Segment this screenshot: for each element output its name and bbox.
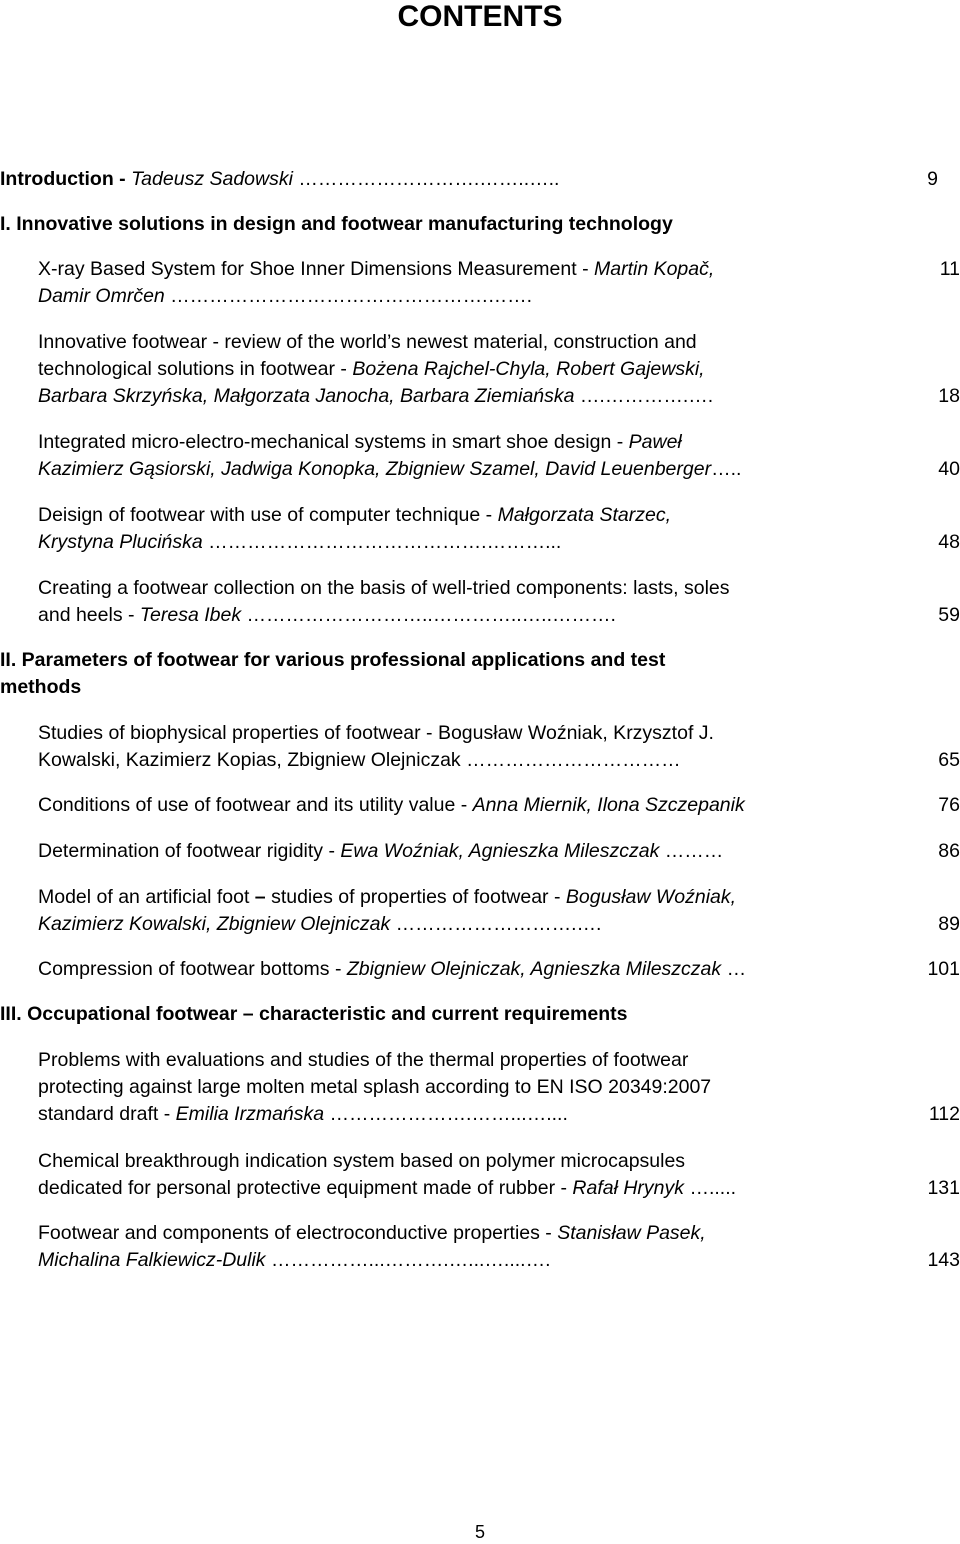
entry-title: Kowalski, Kazimierz Kopias, Zbigniew Olejniczak xyxy=(38,749,461,771)
page-number: 5 xyxy=(474,1522,485,1542)
entry-authors: Damir Omrčen xyxy=(38,285,165,307)
entry-leader: ….………….…. xyxy=(574,385,714,407)
entry-title: protecting against large molten metal splash according to EN ISO 20349:2007 xyxy=(38,1076,712,1098)
toc-intro-page: 9 xyxy=(927,168,938,190)
entry-authors: Anna Miernik, Ilona Szczepanik xyxy=(472,794,745,816)
section-heading-line: characteristic and current requirements xyxy=(258,1003,628,1025)
entry-title: Model of an artificial foot xyxy=(38,886,255,908)
entry-title: X-ray Based System for Shoe Inner Dimensions Measurement - xyxy=(38,258,594,280)
toc-entry xyxy=(38,956,918,983)
entry-leader: ……………...……….…...…....…. xyxy=(265,1249,551,1271)
entry-title: Conditions of use of footwear and its utility value - xyxy=(38,794,473,816)
toc-entry-page: 143 xyxy=(927,1249,960,1271)
toc-entry-page: 76 xyxy=(938,794,960,816)
entry-authors: Emilia Irzmańska xyxy=(175,1103,325,1125)
entry-title: Problems with evaluations and studies of the thermal properties of footwear xyxy=(38,1049,689,1071)
em-dash: – xyxy=(254,886,266,908)
toc-entry xyxy=(38,256,918,310)
entry-title: dedicated for personal protective equipment made of rubber - xyxy=(38,1177,573,1199)
entry-leader: ………………………………………….……. xyxy=(164,285,533,307)
toc-entry xyxy=(38,792,918,819)
entry-authors: Stanisław Pasek, xyxy=(557,1222,706,1244)
entry-title: and heels - xyxy=(38,604,140,626)
entry-title: Integrated micro-electro-mechanical systems in smart shoe design - xyxy=(38,431,629,453)
toc-entry-page: 40 xyxy=(938,458,960,480)
entry-title: Creating a footwear collection on the basis of well-tried components: lasts, soles xyxy=(38,577,730,599)
entry-authors: Teresa Ibek xyxy=(139,604,242,626)
entry-title: technological solutions in footwear - xyxy=(38,358,353,380)
toc-entry xyxy=(38,575,918,629)
entry-title: Compression of footwear bottoms - xyxy=(38,958,347,980)
toc-entry xyxy=(38,1148,918,1202)
entry-title: Determination of footwear rigidity - xyxy=(38,840,341,862)
toc-entry-page: 89 xyxy=(938,913,960,935)
toc-intro-prefix: Introduction - xyxy=(0,168,132,190)
entry-leader: ……… xyxy=(659,840,724,862)
toc-entry xyxy=(38,329,918,410)
entry-title: studies of properties of footwear - xyxy=(271,886,566,908)
entry-authors: Kazimierz Gąsiorski, Jadwiga Konopka, Zbigniew Szamel, David Leuenberger xyxy=(38,458,712,480)
section-heading-2 xyxy=(0,647,665,701)
section-heading-line: methods xyxy=(0,676,82,698)
toc-entry-page: 59 xyxy=(938,604,960,626)
entry-authors: Bożena Rajchel-Chyla, Robert Gajewski, xyxy=(352,358,705,380)
section-heading-line: III. Occupational footwear xyxy=(0,1003,243,1025)
entry-title: standard draft - xyxy=(38,1103,176,1125)
toc-entry xyxy=(38,720,918,774)
toc-entry-page: 131 xyxy=(927,1177,960,1199)
entry-title: Footwear and components of electroconductive properties - xyxy=(38,1222,558,1244)
entry-title: Deisign of footwear with use of computer technique - xyxy=(38,504,498,526)
entry-authors: Małgorzata Starzec, xyxy=(497,504,671,526)
toc-entry-page: 48 xyxy=(938,531,960,553)
entry-authors: Martin Kopač, xyxy=(593,258,715,280)
entry-leader: ….. xyxy=(711,458,742,480)
toc-entry xyxy=(38,1047,918,1128)
entry-leader: ………………………..…………..…..………. xyxy=(241,604,616,626)
entry-authors: Ewa Woźniak, Agnieszka Mileszczak xyxy=(340,840,660,862)
entry-leader: …..... xyxy=(684,1177,737,1199)
entry-leader: …………………………… xyxy=(460,749,681,771)
entry-authors: Kazimierz Kowalski, Zbigniew Olejniczak xyxy=(38,913,391,935)
section-heading-line: II. Parameters of footwear for various professional applications and test xyxy=(0,649,666,671)
section-heading-1: I. Innovative solutions in design and footwear manufacturing technology xyxy=(0,213,673,235)
toc-entry xyxy=(38,838,918,865)
toc-entry-page: 101 xyxy=(927,958,960,980)
entry-title: Innovative footwear - review of the world’s newest material, construction and xyxy=(38,331,697,353)
entry-authors: Zbigniew Olejniczak, Agnieszka Mileszczak xyxy=(346,958,722,980)
toc-intro xyxy=(0,166,559,193)
entry-authors: Michalina Falkiewicz-Dulik xyxy=(38,1249,266,1271)
entry-authors: Paweł xyxy=(628,431,682,453)
toc-entry-page: 65 xyxy=(938,749,960,771)
section-heading-3 xyxy=(0,1001,627,1028)
toc-intro-leader: ……………………….……..….. xyxy=(292,168,560,190)
entry-leader: … xyxy=(721,958,747,980)
toc-entry xyxy=(38,429,918,483)
toc-entry xyxy=(38,502,918,556)
entry-leader: ……………………….…. xyxy=(390,913,602,935)
toc-entry-page: 11 xyxy=(939,258,960,280)
entry-leader: ………………….……...….... xyxy=(324,1103,568,1125)
toc-intro-author: Tadeusz Sadowski xyxy=(131,168,293,190)
toc-entry xyxy=(38,884,918,938)
entry-authors: Barbara Skrzyńska, Małgorzata Janocha, Barbara Ziemiańska xyxy=(38,385,575,407)
toc-entry-page: 18 xyxy=(938,385,960,407)
entry-title: Chemical breakthrough indication system based on polymer microcapsules xyxy=(38,1150,686,1172)
entry-authors: Bogusław Woźniak, xyxy=(565,886,737,908)
toc-entry xyxy=(38,1220,918,1274)
toc-entry-page: 86 xyxy=(938,840,960,862)
entry-authors: Krystyna Plucińska xyxy=(38,531,203,553)
em-dash: – xyxy=(242,1003,254,1025)
entry-authors: Rafał Hrynyk xyxy=(572,1177,685,1199)
entry-title: Studies of biophysical properties of footwear - Bogusław Woźniak, Krzysztof J. xyxy=(38,722,714,744)
page-title: CONTENTS xyxy=(397,0,563,33)
entry-leader: …………………………………….………... xyxy=(202,531,562,553)
toc-entry-page: 112 xyxy=(928,1103,960,1125)
